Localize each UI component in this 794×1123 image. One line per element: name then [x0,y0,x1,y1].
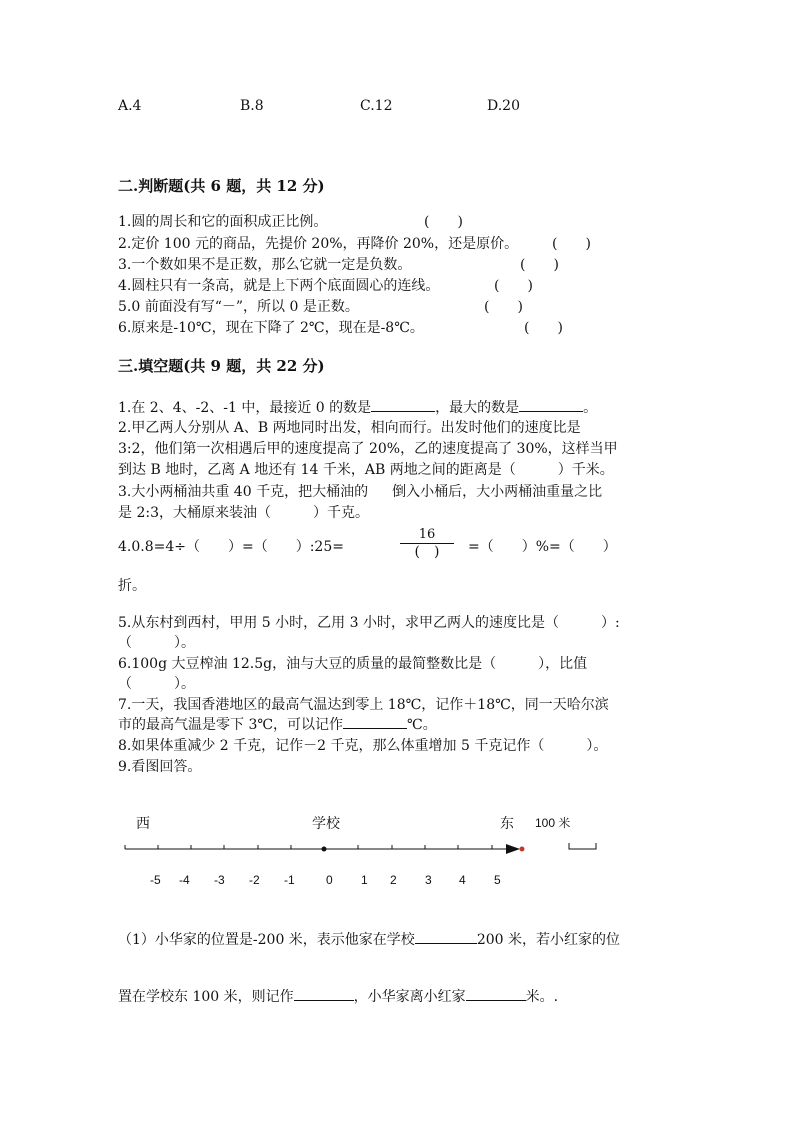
tick-label: 3 [425,873,432,887]
fill-blank[interactable] [415,929,477,944]
fill-blank[interactable] [371,397,435,412]
judge-item-6: 6.原来是-10℃，现在下降了 2℃，现在是-8℃。 [118,320,424,336]
tick-label: -2 [249,873,260,887]
label-scale: 100 米 [535,816,571,830]
judge-paren-3[interactable]: ( ) [520,257,559,273]
label-school: 学校 [312,816,340,832]
fill-q2-line1: 2.甲乙两人分别从 A、B 两地同时出发，相向而行。出发时他们的速度比是 [118,420,581,436]
fill-q5-line2: （ ）。 [118,635,195,651]
section2-title: 二.判断题(共 6 题，共 12 分) [118,177,325,195]
choice-d: D.20 [487,98,520,114]
fill-q6-line2: （ ）。 [118,676,195,692]
judge-item-4: 4.圆柱只有一条高，就是上下两个底面圆心的连线。 [118,278,440,294]
tick-label: 2 [390,873,397,887]
judge-item-3: 3.一个数如果不是正数，那么它就一定是负数。 [118,257,412,273]
fill-q6-line1: 6.100g 大豆榨油 12.5g，油与大豆的质量的最简整数比是（ ），比值 [118,656,588,672]
tick-label: 1 [361,873,368,887]
judge-paren-5[interactable]: ( ) [484,299,523,315]
fill-blank[interactable] [466,986,526,1001]
q9-sub-line2: 置在学校东 100 米，则记作 ，小华家离小红家 米。. [118,986,558,1006]
fill-q2-line2: 3:2，他们第一次相遇后甲的速度提高了 20%，乙的速度提高了 30%，这样当甲 [118,441,618,457]
fraction [400,528,454,559]
fill-q4-tail: 折。 [118,578,146,594]
fill-q8: 8.如果体重减少 2 千克，记作－2 千克，那么体重增加 5 千克记作（ ）。 [118,738,608,754]
label-east: 东 [500,816,514,832]
tick-label: -3 [214,873,225,887]
judge-item-5: 5.0 前面没有写“－”，所以 0 是正数。 [118,299,359,315]
tick-label: 4 [459,873,466,887]
fill-blank[interactable] [294,986,354,1001]
judge-item-1: 1.圆的周长和它的面积成正比例。 [118,214,328,230]
fraction-denominator[interactable]: ( ) [414,544,440,560]
fill-q4-rest: =（ ）%=（ ） [468,539,617,555]
label-west: 西 [136,816,150,832]
judge-paren-2[interactable]: ( ) [552,236,591,252]
judge-paren-6[interactable]: ( ) [524,320,563,336]
choice-c: C.12 [360,98,393,114]
section3-title: 三.填空题(共 9 题，共 22 分) [118,357,325,375]
judge-paren-4[interactable]: ( ) [494,278,533,294]
fill-q3-line1: 3.大小两桶油共重 40 千克，把大桶油的 倒入小桶后，大小两桶油重量之比 [118,484,603,500]
fill-q2-line3: 到达 B 地时，乙离 A 地还有 14 千米，AB 两地之间的距离是（ ）千米。 [118,462,614,478]
fill-q3-line2: 是 2:3，大桶原来装油（ ）千克。 [118,505,369,521]
judge-paren-1[interactable]: ( ) [424,214,463,230]
number-line [0,830,794,890]
fill-q4: 4.0.8=4÷（ ）=（ ）:25= [118,539,344,555]
tick-label: 0 [326,873,333,887]
fill-blank[interactable] [343,714,407,729]
choice-a: A.4 [118,98,142,114]
fill-q9: 9.看图回答。 [118,759,202,775]
tick-label: -5 [150,873,161,887]
judge-item-2: 2.定价 100 元的商品，先提价 20%，再降价 20%，还是原价。 [118,236,519,252]
tick-label: -4 [179,873,190,887]
fill-q5-line1: 5.从东村到西村，甲用 5 小时，乙用 3 小时，求甲乙两人的速度比是（ ）: [118,615,620,631]
choice-b: B.8 [240,98,264,114]
fraction-numerator: 16 [418,527,436,542]
fill-q7-line1: 7.一天，我国香港地区的最高气温达到零上 18℃，记作＋18℃，同一天哈尔滨 [118,697,609,713]
tick-label: -1 [284,873,295,887]
tick-label: 5 [494,873,501,887]
fill-q1: 1.在 2、4、-2、-1 中，最接近 0 的数是 ，最大的数是 。 [118,397,597,417]
q9-sub-line1: （1）小华家的位置是-200 米，表示他家在学校 200 米，若小红家的位 [118,929,620,949]
fill-q7-line2: 市的最高气温是零下 3℃，可以记作 ℃。 [118,714,437,734]
fill-blank[interactable] [519,397,583,412]
